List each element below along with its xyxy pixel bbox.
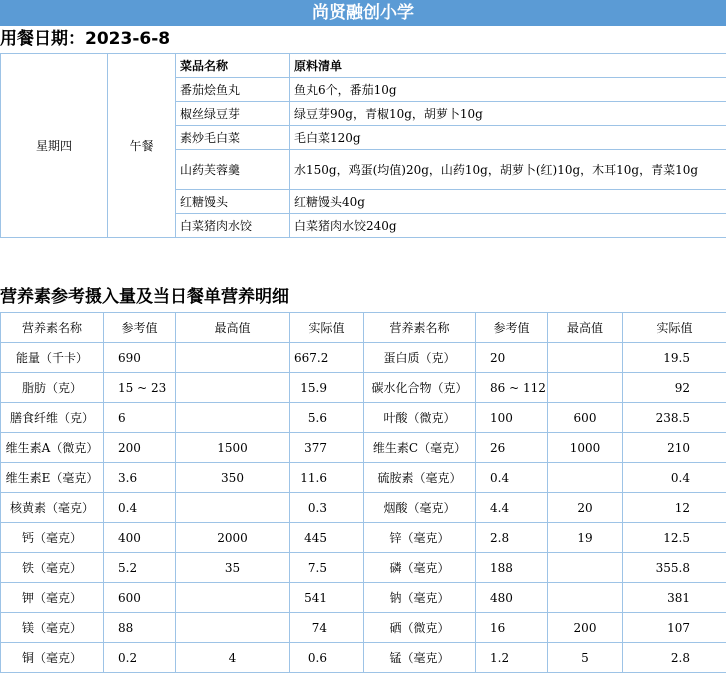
weekday-cell: 星期四 <box>1 54 108 238</box>
dish-ingredients: 白菜猪肉水饺240g <box>290 214 726 238</box>
nutrition-cell: 188 <box>476 553 548 583</box>
nutrition-cell <box>548 583 623 613</box>
nutrition-cell: 690 <box>104 343 176 373</box>
nutrition-cell: 钾（毫克） <box>1 583 104 613</box>
nutrition-cell <box>176 373 290 403</box>
nutrition-cell: 600 <box>104 583 176 613</box>
nutrition-header-cell: 最高值 <box>548 313 623 343</box>
nutrition-row <box>1 373 726 403</box>
nutrition-cell <box>176 403 290 433</box>
nutrition-cell: 铜（毫克） <box>1 643 104 673</box>
nutrition-cell: 5.2 <box>104 553 176 583</box>
dish-ingredients: 绿豆芽90g，青椒10g，胡萝卜10g <box>290 102 726 126</box>
nutrition-cell: 86 ~ 112 <box>476 373 548 403</box>
nutrition-cell <box>176 613 290 643</box>
nutrition-cell: 硫胺素（毫克） <box>364 463 476 493</box>
menu-header-row <box>1 54 726 78</box>
nutrition-cell: 碳水化合物（克） <box>364 373 476 403</box>
nutrition-cell: 2.8 <box>623 643 726 673</box>
nutrition-cell: 1000 <box>548 433 623 463</box>
nutrition-header-cell: 实际值 <box>623 313 726 343</box>
nutrition-cell: 钠（毫克） <box>364 583 476 613</box>
nutrition-header-cell: 实际值 <box>290 313 364 343</box>
meal-date-label: 用餐日期： <box>0 29 85 49</box>
nutrition-cell: 26 <box>476 433 548 463</box>
nutrition-header-cell: 营养素名称 <box>1 313 104 343</box>
nutrition-cell: 20 <box>476 343 548 373</box>
nutrition-cell <box>548 373 623 403</box>
nutrition-cell: 能量（千卡） <box>1 343 104 373</box>
dish-name: 白菜猪肉水饺 <box>176 214 290 238</box>
nutrition-cell: 0.4 <box>104 493 176 523</box>
nutrition-cell: 0.3 <box>290 493 364 523</box>
nutrition-row <box>1 493 726 523</box>
nutrition-cell: 600 <box>548 403 623 433</box>
nutrition-cell: 480 <box>476 583 548 613</box>
nutrition-cell: 0.2 <box>104 643 176 673</box>
nutrition-cell: 蛋白质（克） <box>364 343 476 373</box>
nutrition-cell: 377 <box>290 433 364 463</box>
school-title: 尚贤融创小学 <box>0 0 726 26</box>
nutrition-cell: 4 <box>176 643 290 673</box>
nutrition-cell: 烟酸（毫克） <box>364 493 476 523</box>
nutrition-cell: 12 <box>623 493 726 523</box>
nutrition-cell: 107 <box>623 613 726 643</box>
ingredients-header: 原料清单 <box>290 54 726 78</box>
nutrition-cell: 膳食纤维（克） <box>1 403 104 433</box>
nutrition-cell: 355.8 <box>623 553 726 583</box>
nutrition-cell: 叶酸（微克） <box>364 403 476 433</box>
dish-name: 山药芙蓉羹 <box>176 150 290 190</box>
nutrition-cell: 脂肪（克） <box>1 373 104 403</box>
nutrition-cell: 镁（毫克） <box>1 613 104 643</box>
nutrition-cell: 0.4 <box>623 463 726 493</box>
nutrition-cell: 1500 <box>176 433 290 463</box>
dish-name: 番茄烩鱼丸 <box>176 78 290 102</box>
nutrition-cell: 1.2 <box>476 643 548 673</box>
nutrition-cell <box>176 493 290 523</box>
nutrition-row <box>1 433 726 463</box>
nutrition-cell: 11.6 <box>290 463 364 493</box>
nutrition-cell: 维生素C（毫克） <box>364 433 476 463</box>
nutrition-cell <box>548 463 623 493</box>
dish-ingredients: 水150g，鸡蛋(均值)20g，山药10g，胡萝卜(红)10g，木耳10g，青菜10g <box>290 150 726 190</box>
nutrition-cell: 19 <box>548 523 623 553</box>
nutrition-cell: 锰（毫克） <box>364 643 476 673</box>
nutrition-header-cell: 最高值 <box>176 313 290 343</box>
nutrition-cell: 20 <box>548 493 623 523</box>
nutrition-cell: 2000 <box>176 523 290 553</box>
nutrition-cell: 35 <box>176 553 290 583</box>
nutrition-cell: 0.4 <box>476 463 548 493</box>
nutrition-cell: 92 <box>623 373 726 403</box>
meal-date <box>0 27 170 51</box>
menu-table <box>0 53 726 238</box>
nutrition-header-cell: 营养素名称 <box>364 313 476 343</box>
dish-name: 素炒毛白菜 <box>176 126 290 150</box>
nutrition-cell: 100 <box>476 403 548 433</box>
nutrition-table <box>0 312 726 673</box>
nutrition-cell: 4.4 <box>476 493 548 523</box>
nutrition-header-row <box>1 313 726 343</box>
nutrition-cell: 锌（毫克） <box>364 523 476 553</box>
nutrition-cell: 15.9 <box>290 373 364 403</box>
nutrition-cell: 2.8 <box>476 523 548 553</box>
dish-ingredients: 红糖馒头40g <box>290 190 726 214</box>
nutrition-cell: 88 <box>104 613 176 643</box>
nutrition-header-cell: 参考值 <box>104 313 176 343</box>
dish-name: 椒丝绿豆芽 <box>176 102 290 126</box>
nutrition-cell: 350 <box>176 463 290 493</box>
nutrition-cell <box>548 553 623 583</box>
nutrition-cell: 硒（微克） <box>364 613 476 643</box>
nutrition-row <box>1 583 726 613</box>
nutrition-row <box>1 403 726 433</box>
nutrition-section-title: 营养素参考摄入量及当日餐单营养明细 <box>0 287 289 307</box>
nutrition-cell: 381 <box>623 583 726 613</box>
nutrition-cell: 钙（毫克） <box>1 523 104 553</box>
nutrition-cell: 15 ~ 23 <box>104 373 176 403</box>
meal-cell: 午餐 <box>108 54 176 238</box>
nutrition-cell: 12.5 <box>623 523 726 553</box>
nutrition-cell: 541 <box>290 583 364 613</box>
nutrition-cell: 7.5 <box>290 553 364 583</box>
nutrition-row <box>1 523 726 553</box>
nutrition-cell: 238.5 <box>623 403 726 433</box>
nutrition-cell: 16 <box>476 613 548 643</box>
nutrition-cell <box>548 343 623 373</box>
nutrition-row <box>1 553 726 583</box>
dish-name: 红糖馒头 <box>176 190 290 214</box>
nutrition-cell: 400 <box>104 523 176 553</box>
dish-ingredients: 毛白菜120g <box>290 126 726 150</box>
nutrition-cell <box>176 583 290 613</box>
nutrition-cell: 19.5 <box>623 343 726 373</box>
nutrition-cell: 6 <box>104 403 176 433</box>
nutrition-row <box>1 643 726 673</box>
nutrition-cell: 维生素A（微克） <box>1 433 104 463</box>
nutrition-cell: 200 <box>548 613 623 643</box>
meal-date-value: 2023-6-8 <box>85 29 171 49</box>
nutrition-cell: 445 <box>290 523 364 553</box>
nutrition-cell: 0.6 <box>290 643 364 673</box>
nutrition-cell: 667.2 <box>290 343 364 373</box>
dish-header: 菜品名称 <box>176 54 290 78</box>
nutrition-cell: 维生素E（毫克） <box>1 463 104 493</box>
nutrition-cell: 200 <box>104 433 176 463</box>
nutrition-cell: 核黄素（毫克） <box>1 493 104 523</box>
nutrition-cell: 磷（毫克） <box>364 553 476 583</box>
nutrition-cell <box>176 343 290 373</box>
nutrition-row <box>1 613 726 643</box>
nutrition-cell: 210 <box>623 433 726 463</box>
nutrition-header-cell: 参考值 <box>476 313 548 343</box>
dish-ingredients: 鱼丸6个，番茄10g <box>290 78 726 102</box>
nutrition-cell: 铁（毫克） <box>1 553 104 583</box>
nutrition-cell: 5.6 <box>290 403 364 433</box>
nutrition-cell: 74 <box>290 613 364 643</box>
nutrition-row <box>1 343 726 373</box>
nutrition-cell: 5 <box>548 643 623 673</box>
nutrition-row <box>1 463 726 493</box>
nutrition-cell: 3.6 <box>104 463 176 493</box>
